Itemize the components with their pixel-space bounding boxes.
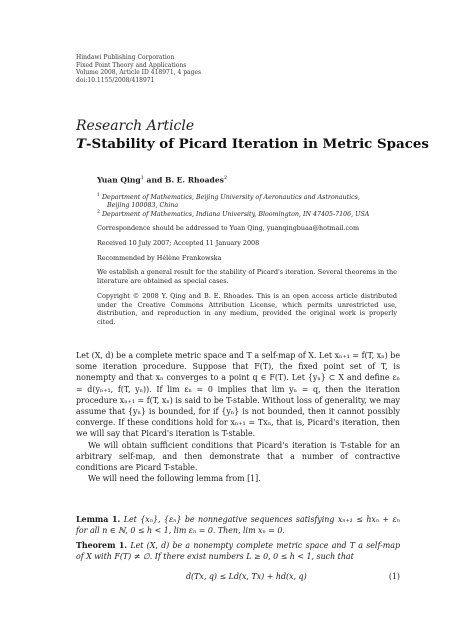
- doi-line: doi:10.1155/2008/418971: [76, 76, 155, 84]
- title-symbol: T: [76, 136, 86, 152]
- paragraph: We will obtain sufficient conditions that Picard's iteration is T-stable for an arbitrary self-map, and then demonstrate that a number of contractive conditions are Picard T-stable.: [76, 440, 400, 473]
- paragraph: Let (X, d) be a complete metric space and T a self-map of X. Let xₙ₊₁ = f(T, xₙ) be some iteration procedure. Suppose that F(T), the fixed point set of T, is nonempty and that xₙ converges to a point q ∈ F(T). Let {yₙ} ⊂ X and define εₙ = d(yₙ₊₁, f(T, yₙ)). If lim εₙ = 0 implies that lim yₙ = q, then the iteration procedure xₙ₊₁ = f(T, xₙ) is said to be T-stable. Without loss of generality, we may assume that {yₙ} is bounded, for if {yₙ} is not bounded, then it cannot possibly converge. If these conditions hold for xₙ₊₁ = Txₙ, that is, Picard's iteration, then we will say that Picard's iteration is T-stable.: [76, 351, 400, 439]
- equation-number: (1): [388, 572, 400, 581]
- affiliation-number: 2: [97, 210, 100, 215]
- recommended-by: Recommended by Hélène Frankowska: [97, 254, 222, 262]
- author-name: B. E. Rhoades: [164, 175, 224, 185]
- article-kind: Research Article: [76, 118, 195, 134]
- volume-line: Volume 2008, Article ID 418971, 4 pages: [76, 69, 202, 77]
- author-name: Yuan Qing: [97, 175, 141, 185]
- author-list: [97, 175, 227, 185]
- author-separator: and: [143, 175, 165, 185]
- lemma-text: Let {xₙ}, {εₙ} be nonnegative sequences satisfying xₙ₊₁ ≤ hxₙ + εₙ for all n ∈ ℕ, 0 ≤ h < 1, lim εₙ = 0. Then, lim xₙ = 0.: [76, 515, 400, 536]
- lemma: [76, 514, 400, 536]
- affiliation-text: Beijing 100083, China: [107, 202, 179, 210]
- publisher-line: Hindawi Publishing Corporation: [76, 54, 175, 61]
- theorem-text: Let (X, d) be a nonempty complete metric space and T a self-map of X with F(T) ≠ ∅. If there exist numbers L ≥ 0, 0 ≤ h < 1, such that: [76, 541, 400, 562]
- theorem-label: Theorem 1.: [76, 541, 128, 550]
- affiliation-number: 1: [97, 193, 100, 198]
- affiliation: [97, 192, 360, 210]
- paragraph: We will need the following lemma from [1].: [88, 474, 261, 484]
- title-text: -Stability of Picard Iteration in Metric Spaces: [85, 136, 429, 152]
- author-affil-mark: 1: [140, 175, 144, 181]
- affiliation-text: Department of Mathematics, Indiana University, Bloomington, IN 47405-7106, USA: [101, 211, 370, 219]
- main-text: [76, 350, 400, 484]
- journal-name: Fixed Point Theory and Applications: [76, 61, 187, 69]
- equation-formula: d(Tx, q) ≤ Ld(x, Tx) + hd(x, q): [186, 572, 307, 581]
- theorem: [76, 540, 400, 562]
- abstract: We establish a general result for the stability of Picard's iteration. Several theorems in the literature are obtained as special cases.: [97, 268, 397, 285]
- journal-header: [76, 54, 201, 84]
- paper-title: [76, 136, 429, 152]
- author-affil-mark: 2: [223, 175, 228, 181]
- affiliation: [97, 209, 369, 219]
- copyright-notice: Copyright © 2008 Y. Qing and B. E. Rhoades. This is an open access article distributed under the Creative Commons Attribution License, which permits unrestricted use, distribution, and reproduction in any medium, provided the original work is properly cited.: [97, 292, 397, 326]
- lemma-label: Lemma 1.: [76, 515, 121, 524]
- affiliation-text: Department of Mathematics, Beijing University of Aeronautics and Astronautics,: [101, 194, 360, 202]
- received-dates: Received 10 July 2007; Accepted 11 January 2008: [97, 239, 260, 247]
- correspondence-note: Correspondence should be addressed to Yuan Qing, yuanqingbuaa@hotmail.com: [97, 224, 360, 232]
